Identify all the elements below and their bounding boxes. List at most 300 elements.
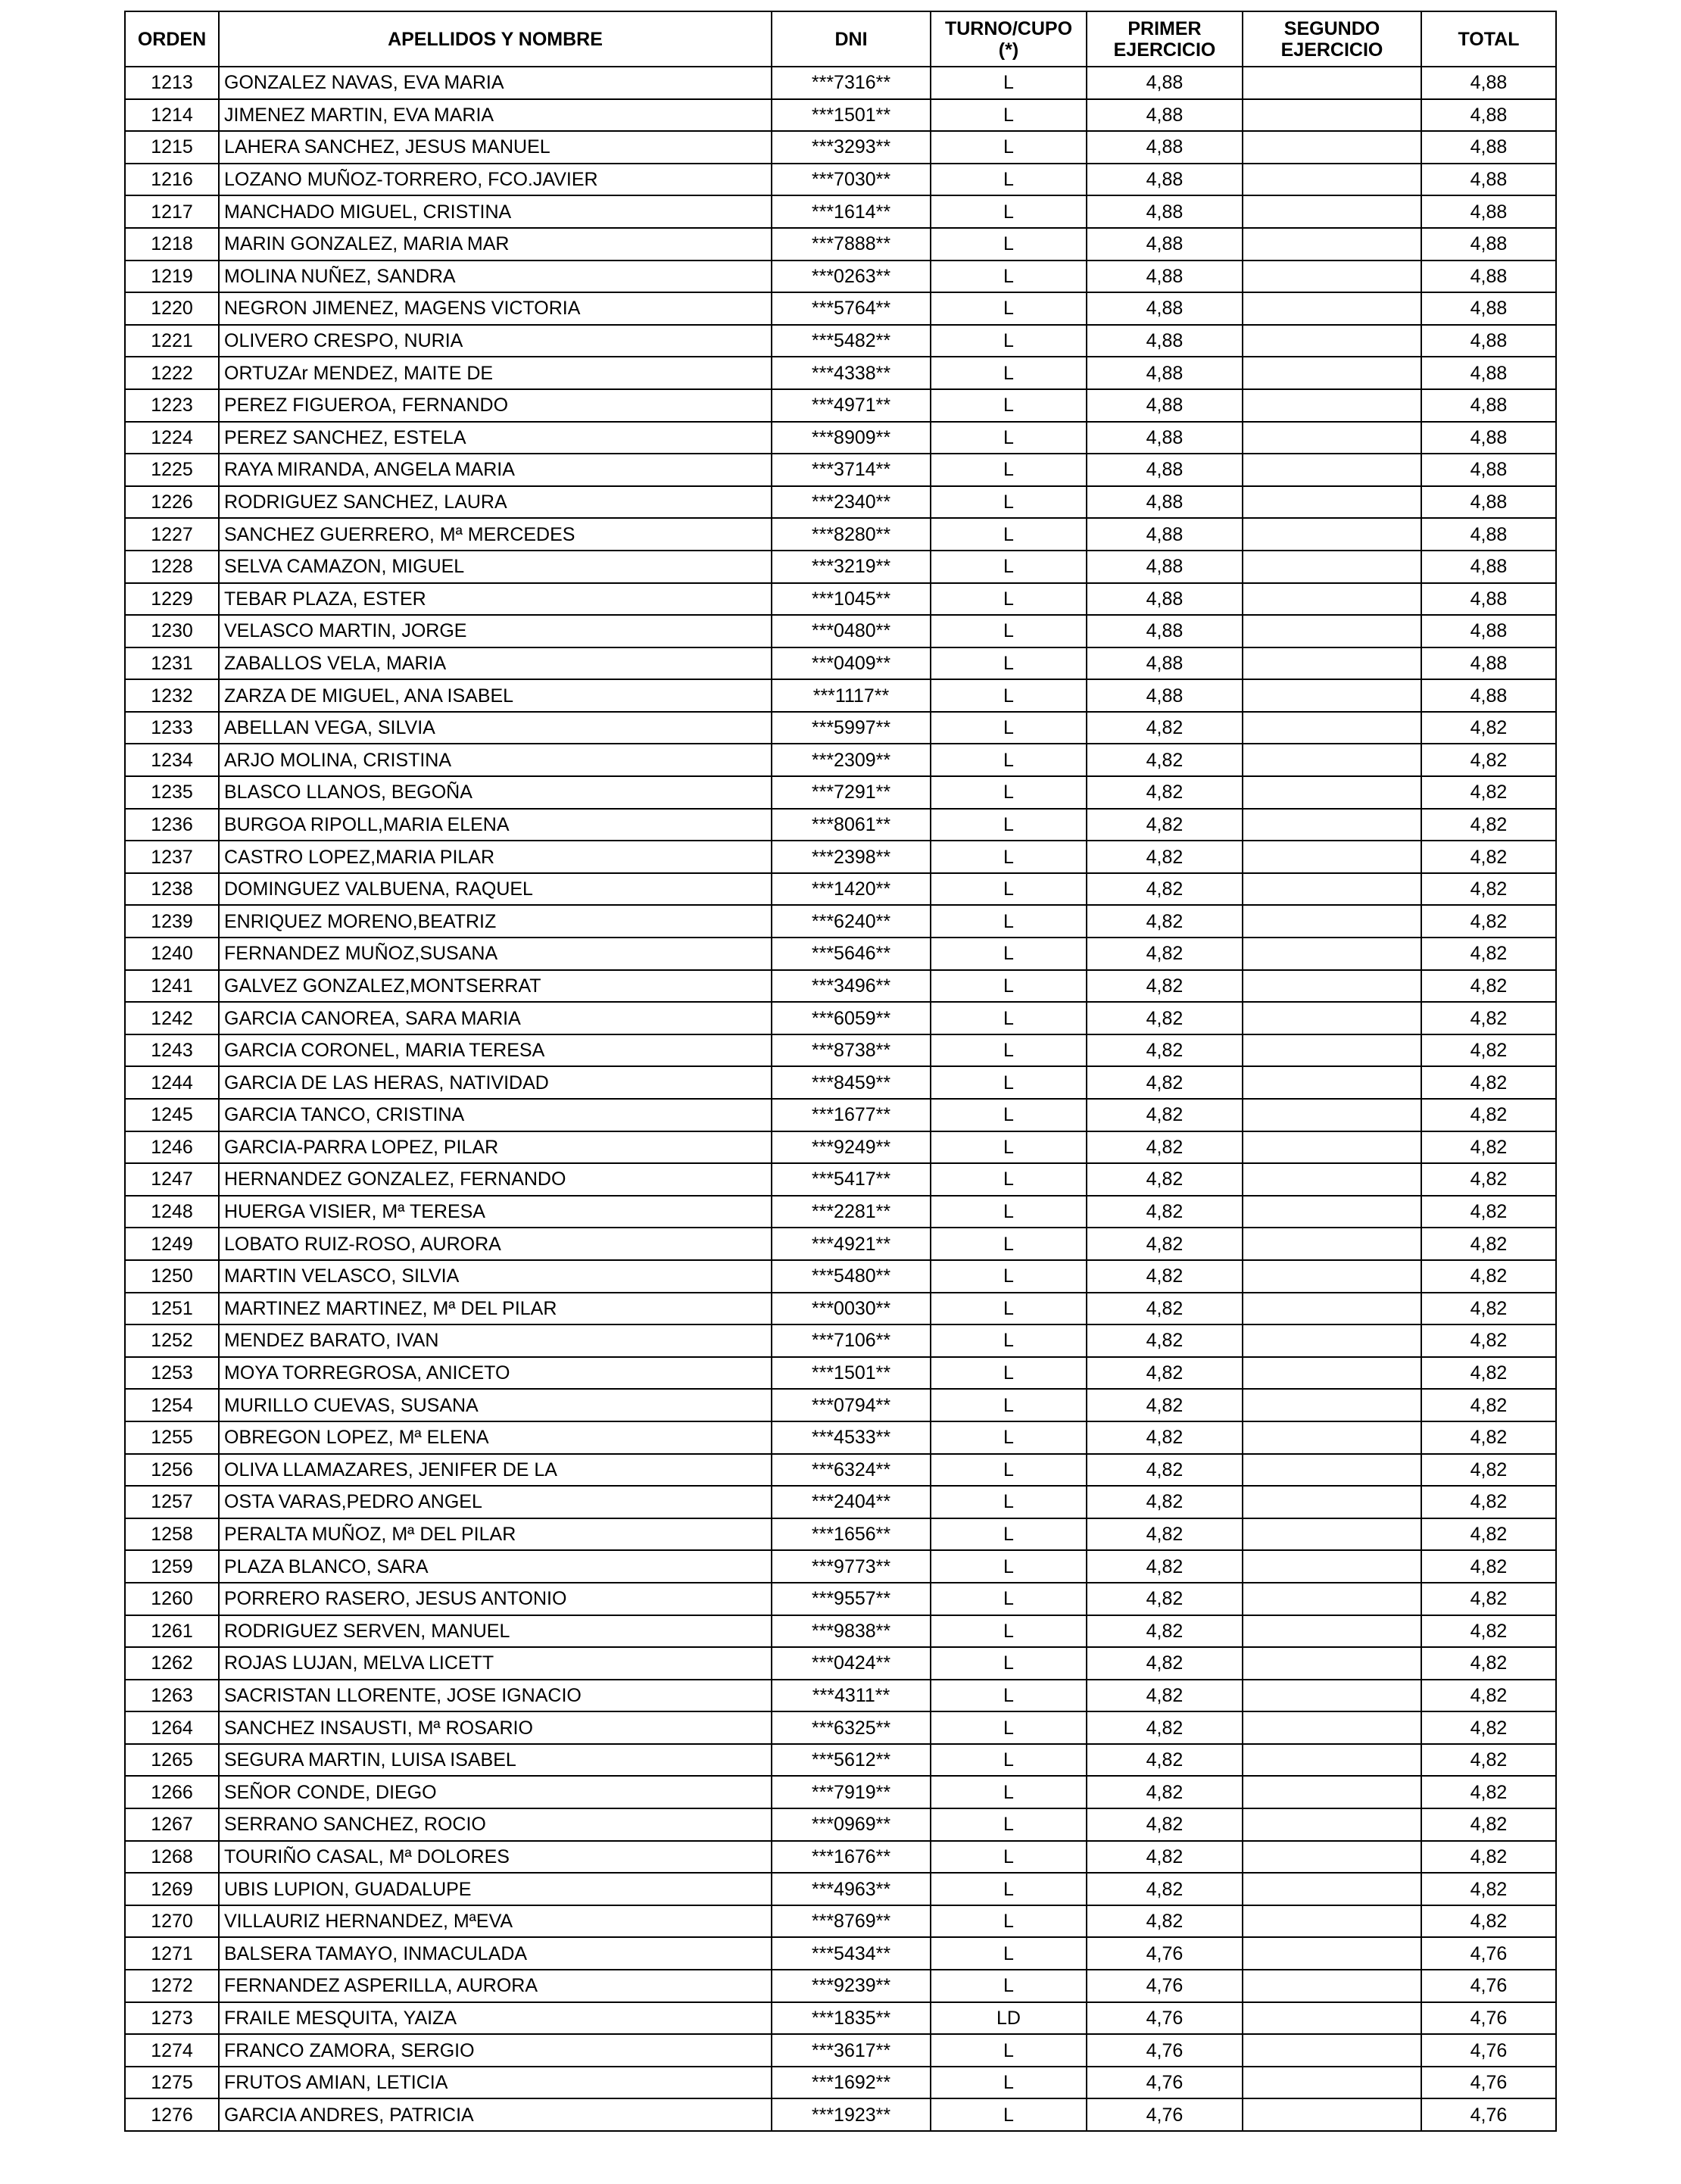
table-row <box>125 551 1556 583</box>
cell-segundo-ejercicio <box>1243 1228 1421 1260</box>
cell-primer-ejercicio: 4,88 <box>1087 164 1243 196</box>
header-turno-line1: TURNO/CUPO <box>944 17 1073 39</box>
cell-orden: 1252 <box>125 1324 219 1357</box>
cell-primer-ejercicio: 4,82 <box>1087 1163 1243 1196</box>
cell-apellidos-nombre: SANCHEZ INSAUSTI, Mª ROSARIO <box>219 1711 772 1744</box>
cell-dni: ***0409** <box>772 647 931 680</box>
cell-orden: 1251 <box>125 1293 219 1325</box>
cell-segundo-ejercicio <box>1243 679 1421 712</box>
cell-total: 4,82 <box>1421 1099 1556 1131</box>
cell-dni: ***7919** <box>772 1776 931 1808</box>
cell-turno-cupo: L <box>931 1324 1087 1357</box>
cell-orden: 1261 <box>125 1615 219 1648</box>
table-row <box>125 1324 1556 1357</box>
cell-orden: 1243 <box>125 1034 219 1067</box>
table-row <box>125 1905 1556 1938</box>
cell-orden: 1258 <box>125 1518 219 1551</box>
cell-segundo-ejercicio <box>1243 1293 1421 1325</box>
cell-dni: ***8738** <box>772 1034 931 1067</box>
cell-total: 4,82 <box>1421 712 1556 744</box>
cell-turno-cupo: L <box>931 647 1087 680</box>
cell-primer-ejercicio: 4,82 <box>1087 712 1243 744</box>
cell-segundo-ejercicio <box>1243 1583 1421 1615</box>
table-row <box>125 712 1556 744</box>
table-row <box>125 1034 1556 1067</box>
cell-turno-cupo: L <box>931 1970 1087 2002</box>
cell-apellidos-nombre: GARCIA-PARRA LOPEZ, PILAR <box>219 1131 772 1164</box>
cell-turno-cupo: L <box>931 551 1087 583</box>
cell-total: 4,82 <box>1421 1293 1556 1325</box>
cell-turno-cupo: L <box>931 1454 1087 1487</box>
cell-segundo-ejercicio <box>1243 1421 1421 1454</box>
cell-dni: ***0480** <box>772 615 931 647</box>
cell-apellidos-nombre: ARJO MOLINA, CRISTINA <box>219 744 772 776</box>
cell-total: 4,82 <box>1421 1744 1556 1777</box>
table-row <box>125 2034 1556 2067</box>
cell-total: 4,88 <box>1421 131 1556 164</box>
cell-turno-cupo: L <box>931 228 1087 261</box>
cell-segundo-ejercicio <box>1243 1518 1421 1551</box>
cell-dni: ***4533** <box>772 1421 931 1454</box>
cell-apellidos-nombre: GARCIA ANDRES, PATRICIA <box>219 2098 772 2131</box>
table-row <box>125 938 1556 970</box>
cell-segundo-ejercicio <box>1243 131 1421 164</box>
cell-apellidos-nombre: JIMENEZ MARTIN, EVA MARIA <box>219 99 772 132</box>
cell-apellidos-nombre: FRAILE MESQUITA, YAIZA <box>219 2002 772 2035</box>
cell-turno-cupo: L <box>931 67 1087 99</box>
cell-primer-ejercicio: 4,88 <box>1087 325 1243 357</box>
table-row <box>125 1808 1556 1841</box>
cell-segundo-ejercicio <box>1243 1744 1421 1777</box>
cell-segundo-ejercicio <box>1243 551 1421 583</box>
table-row <box>125 1744 1556 1777</box>
table-row <box>125 1163 1556 1196</box>
cell-total: 4,76 <box>1421 1937 1556 1970</box>
cell-total: 4,88 <box>1421 679 1556 712</box>
cell-primer-ejercicio: 4,88 <box>1087 357 1243 389</box>
cell-apellidos-nombre: VELASCO MARTIN, JORGE <box>219 615 772 647</box>
cell-orden: 1271 <box>125 1937 219 1970</box>
cell-dni: ***4963** <box>772 1873 931 1905</box>
header-turno-cupo <box>931 11 1087 67</box>
cell-dni: ***4971** <box>772 389 931 422</box>
cell-dni: ***0794** <box>772 1389 931 1421</box>
cell-turno-cupo: L <box>931 1357 1087 1390</box>
cell-turno-cupo: L <box>931 1066 1087 1099</box>
cell-segundo-ejercicio <box>1243 809 1421 841</box>
cell-turno-cupo: L <box>931 1583 1087 1615</box>
cell-segundo-ejercicio <box>1243 1680 1421 1712</box>
cell-orden: 1215 <box>125 131 219 164</box>
cell-turno-cupo: L <box>931 292 1087 325</box>
header-orden: ORDEN <box>125 11 219 67</box>
cell-apellidos-nombre: VILLAURIZ HERNANDEZ, MªEVA <box>219 1905 772 1938</box>
cell-turno-cupo: L <box>931 2067 1087 2099</box>
cell-orden: 1247 <box>125 1163 219 1196</box>
cell-dni: ***3617** <box>772 2034 931 2067</box>
cell-apellidos-nombre: BURGOA RIPOLL,MARIA ELENA <box>219 809 772 841</box>
cell-segundo-ejercicio <box>1243 1002 1421 1034</box>
cell-apellidos-nombre: ROJAS LUJAN, MELVA LICETT <box>219 1647 772 1680</box>
cell-apellidos-nombre: HERNANDEZ GONZALEZ, FERNANDO <box>219 1163 772 1196</box>
cell-dni: ***5764** <box>772 292 931 325</box>
cell-primer-ejercicio: 4,82 <box>1087 1002 1243 1034</box>
table-row <box>125 195 1556 228</box>
cell-primer-ejercicio: 4,88 <box>1087 454 1243 486</box>
table-row <box>125 1486 1556 1518</box>
cell-primer-ejercicio: 4,82 <box>1087 1518 1243 1551</box>
cell-apellidos-nombre: FRUTOS AMIAN, LETICIA <box>219 2067 772 2099</box>
cell-dni: ***3219** <box>772 551 931 583</box>
cell-total: 4,88 <box>1421 67 1556 99</box>
table-row <box>125 292 1556 325</box>
cell-total: 4,82 <box>1421 1260 1556 1293</box>
cell-total: 4,82 <box>1421 1518 1556 1551</box>
cell-segundo-ejercicio <box>1243 325 1421 357</box>
table-row <box>125 1066 1556 1099</box>
cell-dni: ***5480** <box>772 1260 931 1293</box>
cell-orden: 1236 <box>125 809 219 841</box>
cell-total: 4,88 <box>1421 583 1556 616</box>
cell-turno-cupo: L <box>931 195 1087 228</box>
cell-apellidos-nombre: OLIVA LLAMAZARES, JENIFER DE LA <box>219 1454 772 1487</box>
cell-total: 4,88 <box>1421 325 1556 357</box>
cell-turno-cupo: L <box>931 357 1087 389</box>
cell-turno-cupo: L <box>931 1486 1087 1518</box>
cell-total: 4,76 <box>1421 2098 1556 2131</box>
table-row <box>125 228 1556 261</box>
header-turno-line2: (*) <box>998 39 1019 61</box>
table-row <box>125 1518 1556 1551</box>
cell-apellidos-nombre: GARCIA CORONEL, MARIA TERESA <box>219 1034 772 1067</box>
cell-primer-ejercicio: 4,88 <box>1087 583 1243 616</box>
cell-orden: 1231 <box>125 647 219 680</box>
cell-total: 4,88 <box>1421 357 1556 389</box>
cell-segundo-ejercicio <box>1243 1454 1421 1487</box>
cell-apellidos-nombre: TEBAR PLAZA, ESTER <box>219 583 772 616</box>
cell-primer-ejercicio: 4,82 <box>1087 938 1243 970</box>
cell-apellidos-nombre: PEREZ SANCHEZ, ESTELA <box>219 422 772 454</box>
table-row <box>125 873 1556 906</box>
cell-turno-cupo: LD <box>931 2002 1087 2035</box>
cell-dni: ***6325** <box>772 1711 931 1744</box>
cell-segundo-ejercicio <box>1243 2002 1421 2035</box>
cell-turno-cupo: L <box>931 679 1087 712</box>
cell-primer-ejercicio: 4,88 <box>1087 99 1243 132</box>
cell-turno-cupo: L <box>931 712 1087 744</box>
cell-dni: ***3714** <box>772 454 931 486</box>
cell-orden: 1213 <box>125 67 219 99</box>
cell-apellidos-nombre: OSTA VARAS,PEDRO ANGEL <box>219 1486 772 1518</box>
cell-orden: 1246 <box>125 1131 219 1164</box>
table-row <box>125 905 1556 938</box>
cell-orden: 1264 <box>125 1711 219 1744</box>
cell-total: 4,88 <box>1421 422 1556 454</box>
cell-primer-ejercicio: 4,88 <box>1087 389 1243 422</box>
cell-orden: 1228 <box>125 551 219 583</box>
cell-primer-ejercicio: 4,82 <box>1087 1711 1243 1744</box>
cell-primer-ejercicio: 4,82 <box>1087 1905 1243 1938</box>
table-row <box>125 1873 1556 1905</box>
cell-segundo-ejercicio <box>1243 970 1421 1003</box>
cell-turno-cupo: L <box>931 1518 1087 1551</box>
cell-primer-ejercicio: 4,82 <box>1087 1196 1243 1228</box>
table-body <box>125 67 1556 2131</box>
cell-total: 4,88 <box>1421 486 1556 519</box>
cell-primer-ejercicio: 4,88 <box>1087 292 1243 325</box>
cell-orden: 1233 <box>125 712 219 744</box>
cell-total: 4,82 <box>1421 873 1556 906</box>
cell-total: 4,88 <box>1421 164 1556 196</box>
cell-dni: ***9249** <box>772 1131 931 1164</box>
cell-dni: ***5417** <box>772 1163 931 1196</box>
cell-apellidos-nombre: SANCHEZ GUERRERO, Mª MERCEDES <box>219 518 772 551</box>
cell-dni: ***7030** <box>772 164 931 196</box>
cell-dni: ***1117** <box>772 679 931 712</box>
cell-turno-cupo: L <box>931 1937 1087 1970</box>
cell-orden: 1219 <box>125 261 219 293</box>
cell-total: 4,82 <box>1421 1486 1556 1518</box>
cell-primer-ejercicio: 4,82 <box>1087 1744 1243 1777</box>
table-row <box>125 131 1556 164</box>
cell-segundo-ejercicio <box>1243 164 1421 196</box>
cell-dni: ***4921** <box>772 1228 931 1260</box>
cell-turno-cupo: L <box>931 325 1087 357</box>
cell-dni: ***0969** <box>772 1808 931 1841</box>
cell-segundo-ejercicio <box>1243 1163 1421 1196</box>
header-total: TOTAL <box>1421 11 1556 67</box>
cell-total: 4,82 <box>1421 841 1556 873</box>
table-row <box>125 809 1556 841</box>
cell-primer-ejercicio: 4,82 <box>1087 744 1243 776</box>
cell-orden: 1244 <box>125 1066 219 1099</box>
cell-dni: ***2340** <box>772 486 931 519</box>
cell-apellidos-nombre: BALSERA TAMAYO, INMACULADA <box>219 1937 772 1970</box>
cell-segundo-ejercicio <box>1243 486 1421 519</box>
cell-primer-ejercicio: 4,76 <box>1087 1970 1243 2002</box>
cell-dni: ***1656** <box>772 1518 931 1551</box>
cell-total: 4,76 <box>1421 2067 1556 2099</box>
table-row <box>125 1002 1556 1034</box>
cell-total: 4,88 <box>1421 518 1556 551</box>
cell-segundo-ejercicio <box>1243 99 1421 132</box>
cell-total: 4,82 <box>1421 1131 1556 1164</box>
cell-turno-cupo: L <box>931 1002 1087 1034</box>
cell-segundo-ejercicio <box>1243 1260 1421 1293</box>
cell-turno-cupo: L <box>931 486 1087 519</box>
cell-apellidos-nombre: PEREZ FIGUEROA, FERNANDO <box>219 389 772 422</box>
cell-primer-ejercicio: 4,82 <box>1087 1066 1243 1099</box>
table-row <box>125 518 1556 551</box>
cell-primer-ejercicio: 4,82 <box>1087 1260 1243 1293</box>
cell-total: 4,82 <box>1421 1196 1556 1228</box>
cell-turno-cupo: L <box>931 1131 1087 1164</box>
cell-segundo-ejercicio <box>1243 228 1421 261</box>
cell-orden: 1225 <box>125 454 219 486</box>
cell-primer-ejercicio: 4,88 <box>1087 261 1243 293</box>
cell-primer-ejercicio: 4,82 <box>1087 1131 1243 1164</box>
cell-dni: ***5997** <box>772 712 931 744</box>
cell-total: 4,82 <box>1421 1066 1556 1099</box>
cell-dni: ***1677** <box>772 1099 931 1131</box>
table-row <box>125 1647 1556 1680</box>
cell-primer-ejercicio: 4,82 <box>1087 1293 1243 1325</box>
cell-apellidos-nombre: GARCIA DE LAS HERAS, NATIVIDAD <box>219 1066 772 1099</box>
cell-primer-ejercicio: 4,88 <box>1087 551 1243 583</box>
cell-apellidos-nombre: ZABALLOS VELA, MARIA <box>219 647 772 680</box>
header-apellidos-nombre: APELLIDOS Y NOMBRE <box>219 11 772 67</box>
cell-orden: 1260 <box>125 1583 219 1615</box>
cell-total: 4,76 <box>1421 2034 1556 2067</box>
cell-dni: ***7888** <box>772 228 931 261</box>
cell-orden: 1230 <box>125 615 219 647</box>
cell-dni: ***8769** <box>772 1905 931 1938</box>
cell-apellidos-nombre: SERRANO SANCHEZ, ROCIO <box>219 1808 772 1841</box>
table-row <box>125 970 1556 1003</box>
table-row <box>125 1389 1556 1421</box>
cell-primer-ejercicio: 4,88 <box>1087 615 1243 647</box>
cell-segundo-ejercicio <box>1243 1937 1421 1970</box>
cell-primer-ejercicio: 4,88 <box>1087 518 1243 551</box>
cell-segundo-ejercicio <box>1243 2067 1421 2099</box>
cell-turno-cupo: L <box>931 422 1087 454</box>
table-row <box>125 583 1556 616</box>
cell-turno-cupo: L <box>931 1808 1087 1841</box>
table-row <box>125 1550 1556 1583</box>
cell-orden: 1257 <box>125 1486 219 1518</box>
table-row <box>125 486 1556 519</box>
table-row <box>125 164 1556 196</box>
header-primer-line1: PRIMER <box>1127 17 1202 39</box>
cell-total: 4,88 <box>1421 292 1556 325</box>
cell-dni: ***3293** <box>772 131 931 164</box>
cell-turno-cupo: L <box>931 1873 1087 1905</box>
cell-dni: ***8280** <box>772 518 931 551</box>
cell-total: 4,82 <box>1421 1454 1556 1487</box>
table-row <box>125 1293 1556 1325</box>
cell-total: 4,82 <box>1421 1550 1556 1583</box>
cell-orden: 1245 <box>125 1099 219 1131</box>
cell-turno-cupo: L <box>931 1421 1087 1454</box>
cell-segundo-ejercicio <box>1243 583 1421 616</box>
cell-dni: ***0263** <box>772 261 931 293</box>
cell-dni: ***9838** <box>772 1615 931 1648</box>
cell-orden: 1227 <box>125 518 219 551</box>
cell-segundo-ejercicio <box>1243 195 1421 228</box>
cell-turno-cupo: L <box>931 99 1087 132</box>
cell-dni: ***8459** <box>772 1066 931 1099</box>
table-row <box>125 1583 1556 1615</box>
cell-apellidos-nombre: MARTINEZ MARTINEZ, Mª DEL PILAR <box>219 1293 772 1325</box>
cell-apellidos-nombre: PLAZA BLANCO, SARA <box>219 1550 772 1583</box>
cell-turno-cupo: L <box>931 1293 1087 1325</box>
cell-apellidos-nombre: FERNANDEZ MUÑOZ,SUSANA <box>219 938 772 970</box>
cell-segundo-ejercicio <box>1243 1034 1421 1067</box>
cell-dni: ***7106** <box>772 1324 931 1357</box>
table-row <box>125 744 1556 776</box>
cell-dni: ***9557** <box>772 1583 931 1615</box>
cell-total: 4,82 <box>1421 1905 1556 1938</box>
cell-orden: 1242 <box>125 1002 219 1034</box>
cell-segundo-ejercicio <box>1243 744 1421 776</box>
cell-turno-cupo: L <box>931 1099 1087 1131</box>
cell-segundo-ejercicio <box>1243 261 1421 293</box>
cell-dni: ***1835** <box>772 2002 931 2035</box>
cell-dni: ***6324** <box>772 1454 931 1487</box>
cell-segundo-ejercicio <box>1243 1808 1421 1841</box>
cell-apellidos-nombre: BLASCO LLANOS, BEGOÑA <box>219 776 772 809</box>
cell-orden: 1220 <box>125 292 219 325</box>
cell-primer-ejercicio: 4,82 <box>1087 970 1243 1003</box>
cell-total: 4,88 <box>1421 261 1556 293</box>
cell-apellidos-nombre: MENDEZ BARATO, IVAN <box>219 1324 772 1357</box>
cell-apellidos-nombre: MARTIN VELASCO, SILVIA <box>219 1260 772 1293</box>
cell-total: 4,82 <box>1421 1776 1556 1808</box>
header-row <box>125 11 1556 67</box>
cell-dni: ***1045** <box>772 583 931 616</box>
cell-dni: ***1614** <box>772 195 931 228</box>
cell-primer-ejercicio: 4,88 <box>1087 679 1243 712</box>
cell-segundo-ejercicio <box>1243 292 1421 325</box>
cell-orden: 1217 <box>125 195 219 228</box>
cell-turno-cupo: L <box>931 1905 1087 1938</box>
cell-orden: 1229 <box>125 583 219 616</box>
cell-apellidos-nombre: UBIS LUPION, GUADALUPE <box>219 1873 772 1905</box>
table-row <box>125 841 1556 873</box>
cell-segundo-ejercicio <box>1243 1389 1421 1421</box>
cell-total: 4,88 <box>1421 195 1556 228</box>
cell-turno-cupo: L <box>931 2098 1087 2131</box>
cell-total: 4,82 <box>1421 1421 1556 1454</box>
cell-primer-ejercicio: 4,82 <box>1087 776 1243 809</box>
cell-dni: ***1692** <box>772 2067 931 2099</box>
cell-orden: 1267 <box>125 1808 219 1841</box>
cell-total: 4,82 <box>1421 1389 1556 1421</box>
header-primer-line2: EJERCICIO <box>1113 39 1216 61</box>
cell-dni: ***1501** <box>772 1357 931 1390</box>
table-row <box>125 67 1556 99</box>
cell-dni: ***5482** <box>772 325 931 357</box>
cell-dni: ***4338** <box>772 357 931 389</box>
cell-orden: 1223 <box>125 389 219 422</box>
cell-total: 4,82 <box>1421 1357 1556 1390</box>
cell-segundo-ejercicio <box>1243 1873 1421 1905</box>
cell-turno-cupo: L <box>931 1034 1087 1067</box>
cell-apellidos-nombre: TOURIÑO CASAL, Mª DOLORES <box>219 1841 772 1874</box>
cell-apellidos-nombre: MOYA TORREGROSA, ANICETO <box>219 1357 772 1390</box>
cell-apellidos-nombre: HUERGA VISIER, Mª TERESA <box>219 1196 772 1228</box>
table-row <box>125 2098 1556 2131</box>
results-table <box>124 11 1557 2132</box>
cell-total: 4,76 <box>1421 1970 1556 2002</box>
cell-turno-cupo: L <box>931 1711 1087 1744</box>
cell-segundo-ejercicio <box>1243 1131 1421 1164</box>
cell-orden: 1253 <box>125 1357 219 1390</box>
cell-turno-cupo: L <box>931 1615 1087 1648</box>
cell-orden: 1276 <box>125 2098 219 2131</box>
cell-apellidos-nombre: MOLINA NUÑEZ, SANDRA <box>219 261 772 293</box>
cell-segundo-ejercicio <box>1243 776 1421 809</box>
cell-segundo-ejercicio <box>1243 2034 1421 2067</box>
table-row <box>125 99 1556 132</box>
table-row <box>125 2067 1556 2099</box>
cell-dni: ***0030** <box>772 1293 931 1325</box>
table-row <box>125 1260 1556 1293</box>
cell-primer-ejercicio: 4,82 <box>1087 1550 1243 1583</box>
cell-segundo-ejercicio <box>1243 1066 1421 1099</box>
cell-total: 4,82 <box>1421 1615 1556 1648</box>
cell-primer-ejercicio: 4,82 <box>1087 1680 1243 1712</box>
